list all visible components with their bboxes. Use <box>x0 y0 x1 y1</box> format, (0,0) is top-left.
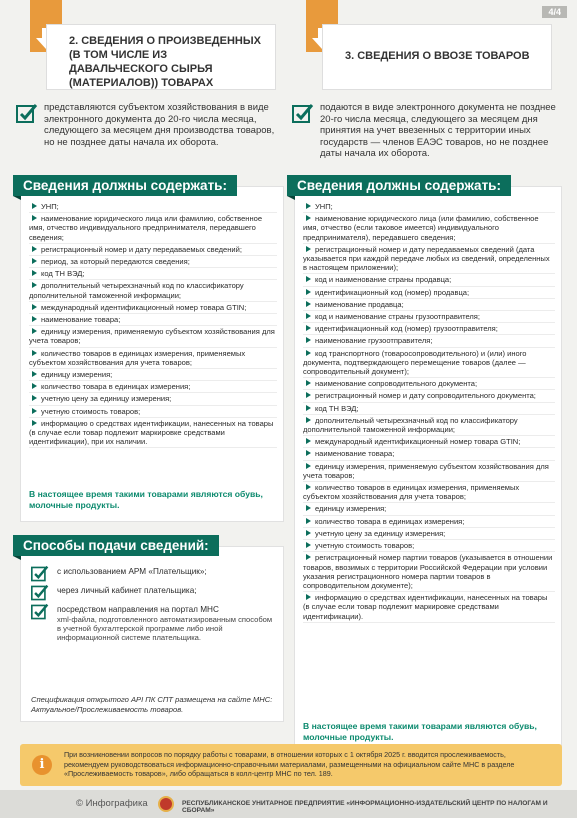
list-item <box>303 201 555 213</box>
list-item <box>303 461 555 482</box>
bullet-arrow-icon <box>306 417 311 423</box>
checkmark-icon <box>292 103 314 125</box>
section-title-box <box>46 24 276 90</box>
list-item <box>303 516 555 528</box>
list-item <box>303 552 555 592</box>
footer-bar <box>0 790 577 818</box>
list-item <box>303 403 555 415</box>
list-item <box>29 244 277 256</box>
bullet-arrow-icon <box>32 316 37 322</box>
list-item <box>303 528 555 540</box>
section-title-box <box>322 24 552 90</box>
list-item-text: учетную стоимость товаров; <box>315 541 415 551</box>
list-item <box>303 213 555 244</box>
bullet-arrow-icon <box>32 371 37 377</box>
list-item-text: код ТН ВЭД; <box>315 403 359 413</box>
list-item-text: международный идентификационный номер товара GTIN; <box>41 302 247 312</box>
list-item-text: дополнительный четырехзначный код по классификатору дополнительной таможенной информации; <box>29 281 244 300</box>
brand-label: © Инфографика <box>76 798 148 809</box>
intro-import <box>292 102 568 160</box>
list-item <box>29 213 277 244</box>
section-title-import: 3. СВЕДЕНИЯ О ВВОЗЕ ТОВАРОВ <box>345 50 530 62</box>
list-item-text: регистрационный номер и дату передаваемых сведений; <box>41 244 242 254</box>
bullet-arrow-icon <box>306 530 311 536</box>
section-header-import <box>306 0 552 92</box>
list-item-text: код ТН ВЭД; <box>41 269 85 279</box>
list-item-text: регистрационный номер и дату передаваемых сведений (дата указывается при каждой передаче любых из сведений, определенных в настоящем приложении); <box>303 244 550 273</box>
list-item-text: УНП; <box>41 202 59 211</box>
list-item-text: код и наименование страны грузоотправителя; <box>315 312 480 322</box>
list-item <box>29 256 277 268</box>
list-item-text: наименование товара; <box>315 449 395 459</box>
bullet-arrow-icon <box>306 450 311 456</box>
bullet-arrow-icon <box>32 408 37 414</box>
submission-method <box>31 586 275 596</box>
bullet-arrow-icon <box>306 276 311 282</box>
list-item <box>29 280 277 301</box>
list-item-text: единицу измерения; <box>315 504 387 514</box>
page-number: 4/4 <box>542 6 567 18</box>
list-item <box>303 436 555 448</box>
checkmark-icon <box>31 584 49 602</box>
contents-panel-import <box>294 178 562 746</box>
bullet-arrow-icon <box>306 215 311 221</box>
list-item <box>29 314 277 326</box>
bullet-arrow-icon <box>306 518 311 524</box>
list-item <box>303 503 555 515</box>
list-item <box>303 299 555 311</box>
bullet-arrow-icon <box>306 203 311 209</box>
bullet-arrow-icon <box>306 337 311 343</box>
list-item-text: идентификационный код (номер) продавца; <box>315 287 470 297</box>
goods-note: В настоящее время такими товарами являются обувь, молочные продукты. <box>29 489 263 510</box>
bullet-arrow-icon <box>306 246 311 252</box>
intro-text: представляются субъектом хозяйствования в виде электронного документа до 20-го числа месяца, следующего за месяцем дня производства товаров, но не позднее даты начала их оборота. <box>44 102 275 148</box>
list-item <box>29 348 277 369</box>
list-item <box>303 287 555 299</box>
goods-note: В настоящее время такими товарами являются обувь, молочные продукты. <box>303 721 537 742</box>
checkmark-icon <box>16 103 38 125</box>
bullet-arrow-icon <box>32 203 37 209</box>
list-item-text: период, за который передаются сведения; <box>41 257 190 267</box>
bullet-arrow-icon <box>306 554 311 560</box>
list-item-text: учетную стоимость товаров; <box>41 406 141 416</box>
bullet-arrow-icon <box>306 313 311 319</box>
intro-text: подаются в виде электронного документа не позднее 20-го числа месяца, следующего за месяцем дня принятия на учет ввезенных с территории иных государств — членов ЕАЭС товаров, но не позднее даты начала их оборота. <box>320 102 556 159</box>
list-item <box>29 406 277 418</box>
list-item-text: международный идентификационный номер товара GTIN; <box>315 437 521 447</box>
submission-method-text: посредством направления на портал МНС <box>57 605 219 614</box>
list-item-text: наименование грузоотправителя; <box>315 336 433 346</box>
list-item-text: код и наименование страны продавца; <box>315 275 452 285</box>
list-item <box>303 323 555 335</box>
contents-panel-produced <box>20 178 284 522</box>
contents-list <box>29 201 277 448</box>
api-spec-note: Спецификация открытого API ПК СПТ размещена на сайте МНС: Актуальное/Прослеживаемость товаров. <box>31 695 273 714</box>
bullet-arrow-icon <box>32 383 37 389</box>
list-item-text: количество товаров в единицах измерения, применяемых субъектом хозяйствования для учета товаров; <box>29 348 246 367</box>
list-item <box>303 244 555 275</box>
list-item-text: наименование сопроводительного документа; <box>315 379 478 389</box>
bullet-arrow-icon <box>306 289 311 295</box>
list-item <box>29 393 277 405</box>
section-header-produced <box>30 0 276 92</box>
bullet-arrow-icon <box>306 392 311 398</box>
submission-method-text: через личный кабинет плательщика; <box>57 586 197 595</box>
list-item <box>29 201 277 213</box>
list-item-text: наименование товара; <box>41 315 121 325</box>
list-item <box>29 369 277 381</box>
list-item-text: учетную цену за единицу измерения; <box>315 528 446 538</box>
list-item <box>29 418 277 449</box>
list-item-text: регистрационный номер партии товаров (указывается в отношении товаров, ввозимых с территории Российской Федерации при условии указания регистрационного номера партии товаров в сопроводительном документе); <box>303 553 553 590</box>
bullet-arrow-icon <box>32 246 37 252</box>
list-item-text: единицу измерения, применяемую субъектом хозяйствования для учета товаров; <box>303 461 549 480</box>
panel-banner: Способы подачи сведений: <box>13 535 219 556</box>
help-note-text: При возникновении вопросов по порядку работы с товарами, в отношении которых с 1 октября 2025 г. вводится прослеживаемость, рекомендуем руководствоваться информационно-справочными материалами, размещенными на официальном сайте МНС в разделе «Прослеживаемость товаров», либо обращаться в колл-центр МНС по тел. 189. <box>64 750 515 778</box>
list-item-text: УНП; <box>315 202 333 211</box>
list-item-text: наименование юридического лица или фамилию, собственное имя, отчество индивидуального предпринимателя, передавшего сведения; <box>29 214 263 242</box>
section-title-produced: 2. СВЕДЕНИЯ О ПРОИЗВЕДЕННЫХ (В ТОМ ЧИСЛЕ ИЗ ДАВАЛЬЧЕСКОГО СЫРЬЯ (МАТЕРИАЛОВ)) ТОВАРАХ <box>69 35 261 89</box>
bullet-arrow-icon <box>32 282 37 288</box>
bullet-arrow-icon <box>306 350 311 356</box>
bullet-arrow-icon <box>306 463 311 469</box>
list-item-text: количество товара в единицах измерения; <box>41 382 191 392</box>
submission-methods-panel <box>20 538 284 722</box>
list-item-text: информацию о средствах идентификации, нанесенных на товары (в случае если товар подлежит маркировке средствами идентификации). <box>303 593 548 621</box>
list-item-text: учетную цену за единицу измерения; <box>41 394 172 404</box>
bullet-arrow-icon <box>32 350 37 356</box>
bullet-arrow-icon <box>32 215 37 221</box>
list-item <box>303 274 555 286</box>
bullet-arrow-icon <box>306 301 311 307</box>
publisher-name: РЕСПУБЛИКАНСКОЕ УНИТАРНОЕ ПРЕДПРИЯТИЕ «ИНФОРМАЦИОННО-ИЗДАТЕЛЬСКИЙ ЦЕНТР ПО НАЛОГАМ И СБОРАМ» <box>182 800 548 814</box>
bullet-arrow-icon <box>306 325 311 331</box>
submission-method-text: с использованием АРМ «Плательщик»; <box>57 567 207 576</box>
checkmark-icon <box>31 565 49 583</box>
list-item-text: дополнительный четырехзначный код по классификатору дополнительной таможенной информации; <box>303 415 518 435</box>
bullet-arrow-icon <box>32 270 37 276</box>
list-item <box>303 378 555 390</box>
bullet-arrow-icon <box>32 328 37 334</box>
bullet-arrow-icon <box>306 594 311 600</box>
list-item-text: единицу измерения, применяемую субъектом хозяйствования для учета товаров; <box>29 327 275 346</box>
list-item-text: количество товаров в единицах измерения, применяемых субъектом хозяйствования для учета товаров; <box>303 483 520 502</box>
list-item <box>303 390 555 402</box>
list-item <box>303 348 555 379</box>
list-item-text: наименование продавца; <box>315 299 404 309</box>
list-item <box>303 540 555 552</box>
list-item <box>29 381 277 393</box>
list-item <box>29 302 277 314</box>
list-item <box>303 335 555 347</box>
help-note <box>20 744 562 786</box>
submission-method <box>31 567 275 577</box>
list-item <box>29 326 277 347</box>
bullet-arrow-icon <box>306 505 311 511</box>
checkmark-icon <box>31 603 49 621</box>
list-item-text: наименование юридического лица (или фамилию, собственное имя, отчество (если таковое имеется) индивидуального предпринимателя), передавшего сведения; <box>303 214 539 242</box>
panel-banner: Сведения должны содержать: <box>13 175 237 196</box>
bullet-arrow-icon <box>32 258 37 264</box>
bullet-arrow-icon <box>32 395 37 401</box>
list-item-text: количество товара в единицах измерения; <box>315 516 465 526</box>
submission-method-detail: xml-файла, подготовленного автоматизированным способом в учетной бухгалтерской программе либо иной информационной системе плательщика. <box>57 615 273 642</box>
list-item <box>303 415 555 436</box>
list-item-text: регистрационный номер и дату сопроводительного документа; <box>315 391 536 401</box>
list-item <box>303 448 555 460</box>
bullet-arrow-icon <box>32 420 37 426</box>
list-item <box>29 268 277 280</box>
submission-methods-list <box>31 567 275 651</box>
list-item <box>303 482 555 503</box>
bullet-arrow-icon <box>306 380 311 386</box>
list-item <box>303 311 555 323</box>
list-item-text: информацию о средствах идентификации, нанесенных на товары (в случае если товар подлежит маркировке средствами идентификации), при их наличии. <box>29 418 274 447</box>
bullet-arrow-icon <box>32 304 37 310</box>
bullet-arrow-icon <box>306 405 311 411</box>
list-item <box>303 592 555 623</box>
contents-list <box>303 201 555 623</box>
list-item-text: код транспортного (товаросопроводительного) и (или) иного документа, подтверждающего перемещение товаров (далее — сопроводительный документ); <box>303 348 527 377</box>
intro-produced <box>16 102 276 148</box>
list-item-text: единицу измерения; <box>41 370 113 380</box>
panel-banner: Сведения должны содержать: <box>287 175 511 196</box>
bullet-arrow-icon <box>306 484 311 490</box>
info-icon: i <box>32 755 52 775</box>
emblem-icon <box>158 796 174 812</box>
submission-method <box>31 605 275 642</box>
bullet-arrow-icon <box>306 542 311 548</box>
list-item-text: идентификационный код (номер) грузоотправителя; <box>315 324 498 334</box>
bullet-arrow-icon <box>306 438 311 444</box>
